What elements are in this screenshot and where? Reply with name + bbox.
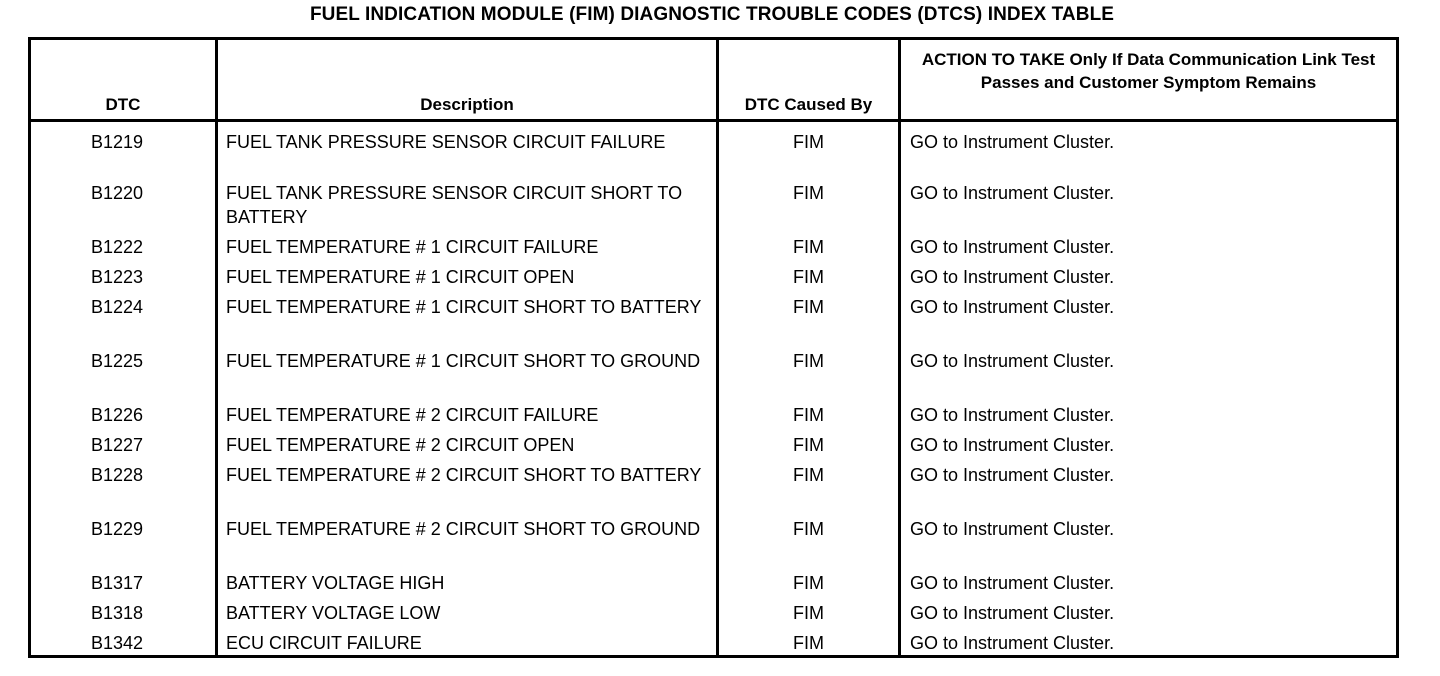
dtc-caused-by: FIM [718,343,900,397]
table-row [30,595,1398,625]
dtc-action: GO to Instrument Cluster. [900,565,1398,595]
dtc-action: GO to Instrument Cluster. [900,625,1398,657]
dtc-action: GO to Instrument Cluster. [900,259,1398,289]
dtc-code: B1220 [90,182,144,203]
table-row [30,229,1398,259]
table-row [30,289,1398,343]
dtc-action: GO to Instrument Cluster. [900,511,1398,565]
column-header-caused-by: DTC Caused By [718,39,900,121]
dtc-description: FUEL TEMPERATURE # 2 CIRCUIT OPEN [217,427,718,457]
dtc-caused-by: FIM [718,289,900,343]
page-title: FUEL INDICATION MODULE (FIM) DIAGNOSTIC TROUBLE CODES (DTCS) INDEX TABLE [309,4,1115,25]
dtc-description: FUEL TEMPERATURE # 1 CIRCUIT SHORT TO GROUND [217,343,718,397]
dtc-caused-by: FIM [718,397,900,427]
table-row [30,565,1398,595]
dtc-code: B1228 [90,464,144,485]
dtc-caused-by: FIM [718,259,900,289]
dtc-description: FUEL TEMPERATURE # 2 CIRCUIT SHORT TO BATTERY [217,457,718,511]
column-header-description: Description [217,39,718,121]
dtc-caused-by: FIM [718,595,900,625]
dtc-caused-by: FIM [718,457,900,511]
dtc-action: GO to Instrument Cluster. [900,595,1398,625]
table-row [30,625,1398,657]
dtc-caused-by: FIM [718,625,900,657]
dtc-code: B1226 [90,404,144,425]
column-header-action: ACTION TO TAKE Only If Data Communication Link Test Passes and Customer Symptom Remains [900,39,1398,121]
dtc-caused-by: FIM [718,427,900,457]
dtc-action: GO to Instrument Cluster. [900,397,1398,427]
table-header-row [30,39,1398,121]
table-row [30,397,1398,427]
dtc-code: B1318 [90,602,144,623]
dtc-caused-by: FIM [718,229,900,259]
dtc-action: GO to Instrument Cluster. [900,457,1398,511]
table-row [30,259,1398,289]
dtc-caused-by: FIM [718,511,900,565]
dtc-code: B1223 [90,266,144,287]
dtc-code: B1225 [90,350,144,371]
column-header-dtc: DTC [30,39,217,121]
dtc-description: FUEL TANK PRESSURE SENSOR CIRCUIT SHORT TO BATTERY [217,175,718,229]
dtc-action: GO to Instrument Cluster. [900,121,1398,175]
table-row [30,457,1398,511]
dtc-code: B1224 [90,296,144,317]
dtc-code: B1229 [90,518,144,539]
dtc-description: BATTERY VOLTAGE HIGH [217,565,718,595]
table-row [30,343,1398,397]
table-row [30,175,1398,229]
dtc-description: FUEL TEMPERATURE # 1 CIRCUIT OPEN [217,259,718,289]
dtc-action: GO to Instrument Cluster. [900,343,1398,397]
dtc-description: FUEL TEMPERATURE # 2 CIRCUIT SHORT TO GROUND [217,511,718,565]
dtc-action: GO to Instrument Cluster. [900,229,1398,259]
dtc-description: FUEL TEMPERATURE # 2 CIRCUIT FAILURE [217,397,718,427]
table-row [30,511,1398,565]
table-row [30,121,1398,175]
dtc-action: GO to Instrument Cluster. [900,175,1398,229]
dtc-code: B1227 [90,434,144,455]
dtc-code: B1342 [90,632,144,653]
dtc-code: B1317 [90,572,144,593]
dtc-description: FUEL TEMPERATURE # 1 CIRCUIT FAILURE [217,229,718,259]
dtc-action: GO to Instrument Cluster. [900,289,1398,343]
dtc-code: B1219 [90,132,144,152]
dtc-caused-by: FIM [718,565,900,595]
dtc-description: ECU CIRCUIT FAILURE [217,625,718,657]
dtc-description: BATTERY VOLTAGE LOW [217,595,718,625]
dtc-caused-by: FIM [718,175,900,229]
table-row [30,427,1398,457]
dtc-caused-by: FIM [718,121,900,175]
dtc-description: FUEL TANK PRESSURE SENSOR CIRCUIT FAILURE [217,121,718,175]
dtc-action: GO to Instrument Cluster. [900,427,1398,457]
dtc-code: B1222 [90,236,144,257]
dtc-description: FUEL TEMPERATURE # 1 CIRCUIT SHORT TO BATTERY [217,289,718,343]
dtc-index-table [28,37,1399,658]
